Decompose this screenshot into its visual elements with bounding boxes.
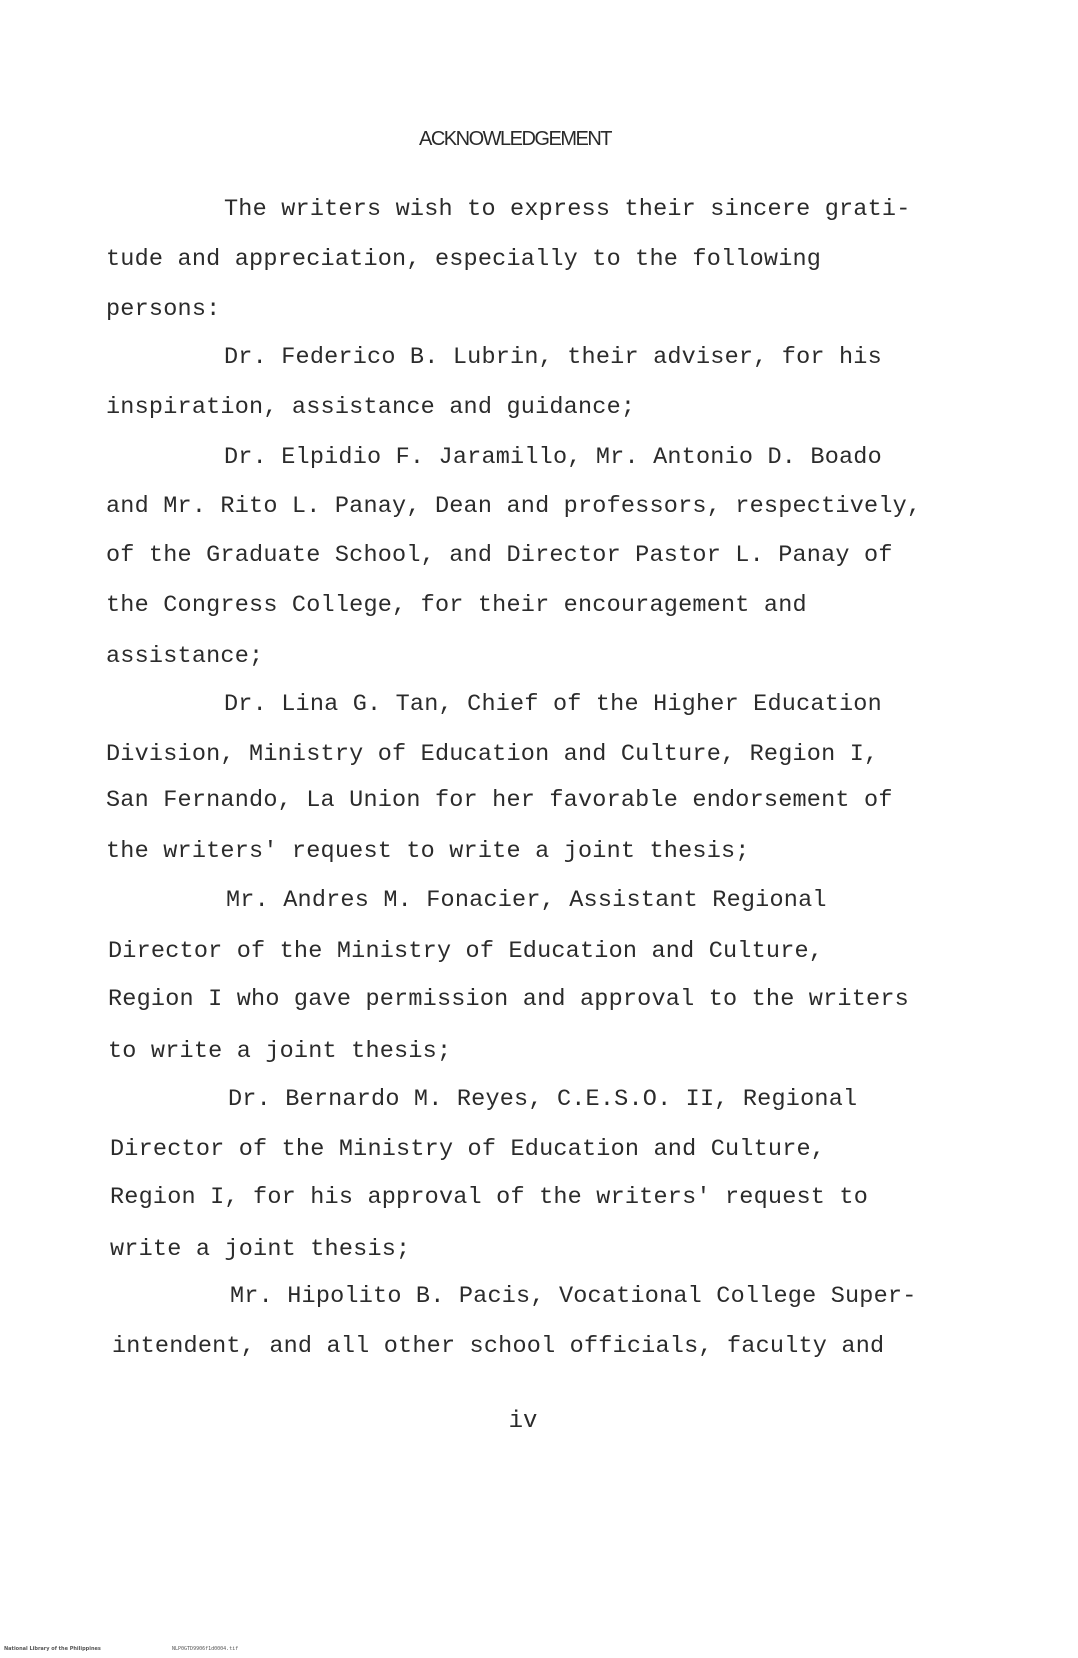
text-line: Mr. Andres M. Fonacier, Assistant Regional — [226, 887, 827, 914]
text-line: persons: — [106, 296, 221, 323]
text-line: the Congress College, for their encouragement and — [106, 592, 807, 619]
text-line: Region I who gave permission and approval to the writers — [108, 986, 909, 1013]
page-number: iv — [508, 1408, 538, 1435]
text-line: intendent, and all other school officials, faculty and — [112, 1333, 885, 1360]
page-title: ACKNOWLEDGEMENT — [419, 128, 611, 150]
text-line: Dr. Federico B. Lubrin, their adviser, for his — [224, 344, 882, 371]
text-line: and Mr. Rito L. Panay, Dean and professors, respectively, — [106, 493, 922, 520]
text-line: Mr. Hipolito B. Pacis, Vocational College Super- — [230, 1283, 917, 1310]
text-line: assistance; — [106, 643, 264, 670]
text-line: inspiration, assistance and guidance; — [106, 394, 636, 421]
text-line: Dr. Bernardo M. Reyes, C.E.S.O. II, Regional — [228, 1086, 858, 1113]
text-line: write a joint thesis; — [110, 1236, 411, 1263]
text-line: the writers' request to write a joint thesis; — [106, 838, 750, 865]
text-line: of the Graduate School, and Director Pastor L. Panay of — [106, 542, 893, 569]
text-line: tude and appreciation, especially to the following — [106, 246, 822, 273]
text-line: to write a joint thesis; — [108, 1038, 452, 1065]
text-line: Division, Ministry of Education and Culture, Region I, — [106, 741, 879, 768]
text-line: San Fernando, La Union for her favorable endorsement of — [106, 787, 893, 814]
text-line: Dr. Lina G. Tan, Chief of the Higher Education — [224, 691, 882, 718]
text-line: Director of the Ministry of Education and Culture, — [110, 1136, 826, 1163]
text-line: Dr. Elpidio F. Jaramillo, Mr. Antonio D. Boado — [224, 444, 882, 471]
text-line: Region I, for his approval of the writers' request to — [110, 1184, 869, 1211]
scan-file-id: NLP0GTD9906f1d0004.tif — [172, 1646, 239, 1652]
library-credit: National Library of the Philippines — [4, 1646, 101, 1652]
text-line: The writers wish to express their sincere grati- — [224, 196, 911, 223]
text-line: Director of the Ministry of Education and Culture, — [108, 938, 824, 965]
